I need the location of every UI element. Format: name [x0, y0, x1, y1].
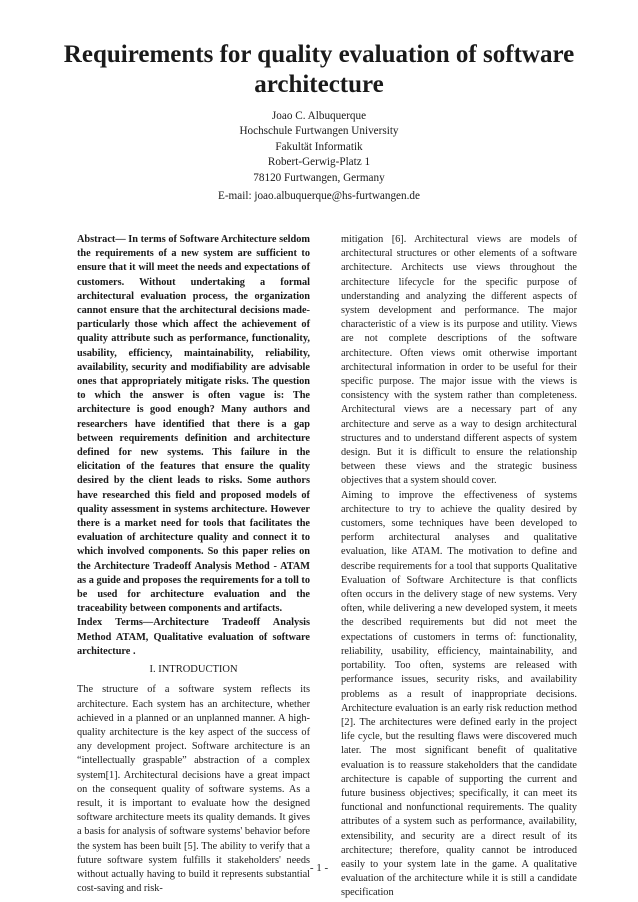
author-name: Joao C. Albuquerque: [271, 110, 367, 122]
left-column: [77, 233, 310, 896]
author-block: [150, 109, 488, 186]
author-affiliation-line: Fakultät Informatik: [275, 140, 363, 153]
paper-title: Requirements for quality evaluation of software architecture: [63, 41, 575, 98]
right-column: [341, 233, 577, 901]
author-affiliation-line: 78120 Furtwangen, Germany: [253, 171, 385, 184]
body-paragraph: mitigation [6]. Architectural views are models of architectural structures or other elements of a software architecture. Architects use views throughout the architecture lifecycle for the specific purpose of understanding and analyzing the different aspects of system development and performance. The major characteristic of a view is its purpose and utility. Views are not complete descriptions of the software architecture. Often views omit otherwise important architectural information in order to be useful for their specific purpose. The major issue with the views is consistency with the system rather than completeness. Architectural views are a necessary part of any architecture and serve as a way to design architectural structures and to understand different aspects of system design. But it is difficult to ensure the relationship between these views and the strategic business objectives that a system should cover.: [341, 234, 577, 487]
abstract: Abstract— In terms of Software Architecture seldom the requirements of a new system are sufficient to ensure that it will meet the needs and expectations of customers. Without undertaking a formal architectural evaluation process, the organization cannot ensure that the architectural decisions made-particularly those which affect the achievement of quality attribute such as performance, functionality, usability, efficiency, maintainability, reliability, availability, security and modifiability are advisable ones that appropriately mitigate risks. The question to which the answer is often vague is: The architecture is good enough? Many authors and researchers have identified that there is a gap between requirements definition and architecture defined for new systems. This failure in the elicitation of the features that ensure the quality desired by the client leads to risks. Some authors have researched this field and proposed models of quality assessment in systems architecture. However there is a market need for tools that facilitates the evaluation of architecture quality and connect it to which involved components. So this paper relies on the Architecture Tradeoff Analysis Method - ATAM as a guide and proposes the requirements for a toll to be used for architecture evaluation and the traceability between components and artifacts.: [77, 234, 310, 615]
author-affiliation-line: Hochschule Furtwangen University: [239, 125, 399, 138]
page-number: - 1 -: [309, 862, 329, 874]
author-email: E-mail: joao.albuquerque@hs-furtwangen.de: [218, 190, 420, 202]
index-terms: Index Terms—Architecture Tradeoff Analysis Method ATAM, Qualitative evaluation of software architecture .: [77, 617, 310, 657]
body-paragraph: The structure of a software system reflects its architecture. Each system has an architecture, whether achieved in a planned or an unplanned manner. A high-quality architecture is the key aspect of the success of any development project. Software architecture is an “intellectually graspable” abstraction of a complex system[1]. Architectural decisions have a great impact on the consequent quality of software systems. As a result, it is important to evaluate how the designed software architecture meets its quality demands. It gives a basis for analysis of software systems' behavior before the system has been built [5]. The ability to verify that a future software system fulfills it stakeholders' needs without actually having to build it represents substantial cost-saving and risk-: [77, 684, 310, 895]
author-affiliation-line: Robert-Gerwig-Platz 1: [267, 156, 371, 169]
body-paragraph: Aiming to improve the effectiveness of systems architecture to try to achieve the quality desired by customers, some techniques have been developed to perform architectural analyses and qualitative evaluation, like ATAM. The motivation to define and describe requirements for a tool that supports Qualitative Evaluation of Software Architecture is that conflicts often occurs in the delivery stage of new systems. Very often, while delivering a new developed system, it meets the described requirements but did not meet the expectations of customers in terms of: functionality, reliability, usability, efficiency, maintainability, and portability. Too often, systems are released with performance issues, security risks, and availability problems as a result of inappropriate decisions. Architecture evaluation is an early risk reduction method [2]. The architectures were defined early in the project life cycle, but the resulting flaws were discovered much later. The most significant benefit of qualitative evaluation is to reassure stakeholders that the candidate architecture is capable of supporting the current and future business objectives; specifically, it can meet its functional and nonfunctional requirements. The quality attributes of a system such as performance, availability, extensibility, and security are a direct result of its architecture; therefore, quality cannot be introduced easily to your system late in the game. A qualitative evaluation of the architecture while it is still a candidate specification: [341, 489, 577, 899]
section-heading-introduction: I. INTRODUCTION: [149, 664, 238, 676]
